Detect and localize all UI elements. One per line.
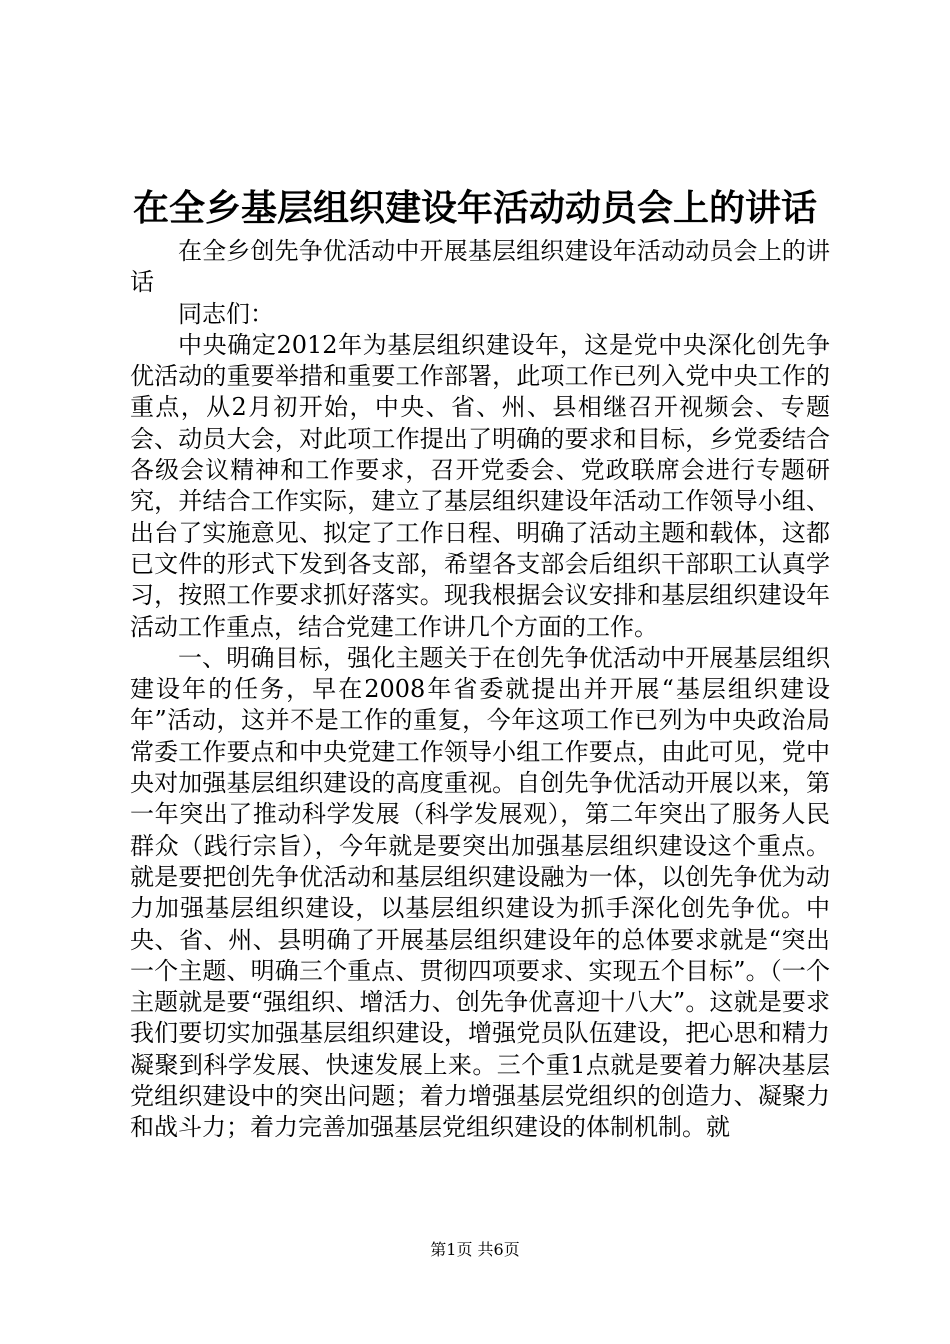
document-title: 在全乡基层组织建设年活动动员会上的讲话 [132, 187, 817, 229]
page-footer: 第1页 共6页 [430, 1240, 520, 1259]
document-body [130, 236, 830, 1144]
paragraph-intro: 中央确定2012年为基层组织建设年，这是党中央深化创先争优活动的重要举措和重要工作部署，此项工作已列入党中央工作的重点，从2月初开始，中央、省、州、县相继召开视频会、专题会、动员大会，对此项工作提出了明确的要求和目标，乡党委结合各级会议精神和工作要求，召开党委会、党政联席会进行专题研究，并结合工作实际，建立了基层组织建设年活动工作领导小组、出台了实施意见、拟定了工作日程、明确了活动主题和载体，这都已文件的形式下发到各支部，希望各支部会后组织干部职工认真学习，按照工作要求抓好落实。现我根据会议安排和基层组织建设年活动工作重点，结合党建工作讲几个方面的工作。 [130, 330, 830, 641]
paragraph-subtitle: 在全乡创先争优活动中开展基层组织建设年活动动员会上的讲话 [130, 237, 830, 297]
paragraph-salutation: 同志们： [178, 299, 274, 328]
paragraph-section-one: 一、明确目标，强化主题关于在创先争优活动中开展基层组织建设年的任务，早在2008年省委就提出并开展“基层组织建设年”活动，这并不是工作的重复，今年这项工作已列为中央政治局常委工作要点和中央党建工作领导小组工作要点，由此可见，党中央对加强基层组织建设的高度重视。自创先争优活动开展以来，第一年突出了推动科学发展（科学发展观），第二年突出了服务人民群众（践行宗旨），今年就是要突出加强基层组织建设这个重点。就是要把创先争优活动和基层组织建设融为一体，以创先争优为动力加强基层组织建设，以基层组织建设为抓手深化创先争优。中央、省、州、县明确了开展基层组织建设年的总体要求就是“突出一个主题、明确三个重点、贯彻四项要求、实现五个目标”。（一个主题就是要“强组织、增活力、创先争优喜迎十八大”。这就是要求我们要切实加强基层组织建设，增强党员队伍建设，把心思和精力凝聚到科学发展、快速发展上来。三个重1点就是要着力解决基层党组织建设中的突出问题；着力增强基层党组织的创造力、凝聚力和战斗力；着力完善加强基层党组织建设的体制机制。就 [130, 643, 830, 1142]
